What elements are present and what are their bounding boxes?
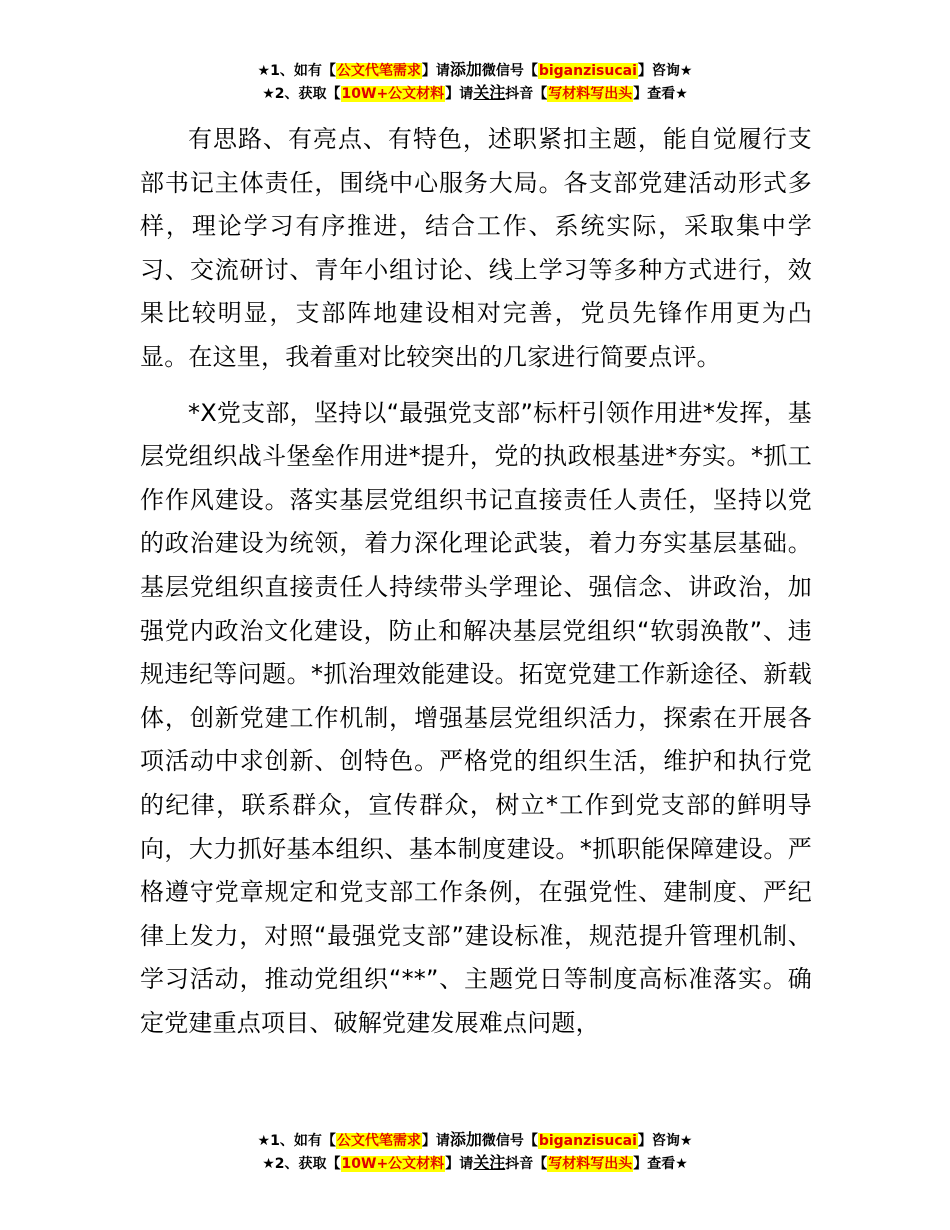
bracket: 【 [321,1133,336,1149]
banner-line-1 [0,1129,950,1152]
star-icon: ★ [257,63,271,79]
highlight-wechat-id: biganzisucai [538,1133,637,1149]
banner-text: 1、如有 [270,63,322,79]
banner-emphasis: 关注 [473,83,506,102]
bracket: 】 [637,1133,652,1149]
star-icon: ★ [675,1156,688,1172]
banner-text: 2、获取 [274,86,327,102]
bracket: 】 [637,63,652,79]
banner-text: 请 [435,1133,450,1149]
bracket: 【 [523,1133,538,1149]
banner-text: 微信号 [481,63,524,79]
footer-banner [0,1129,950,1175]
star-icon: ★ [675,86,688,102]
banner-text: 咨询 [651,1133,680,1149]
highlight-service: 公文代笔需求 [336,63,421,79]
banner-text: 查看 [647,1156,676,1172]
highlight-douyin: 写材料写出头 [548,1156,633,1172]
paragraph-1: 有思路、有亮点、有特色，述职紧扣主题，能自觉履行支部书记主体责任，围绕中心服务大局。各支部党建活动形式多样，理论学习有序推进，结合工作、系统实际，采取集中学习、交流研讨、青年小组讨论、线上学习等多种方式进行，效果比较明显，支部阵地建设相对完善，党员先锋作用更为凸显。在这里，我着重对比较突出的几家进行简要点评。 [140,125,812,371]
bracket: 】 [421,1133,436,1149]
star-icon: ★ [679,1133,693,1149]
banner-text: 请 [459,1156,474,1172]
banner-text: 请 [459,86,474,102]
bracket: 【 [523,63,538,79]
banner-text: 2、获取 [274,1156,327,1172]
star-icon: ★ [257,1133,271,1149]
banner-text: 微信号 [481,1133,524,1149]
bracket: 【 [533,1156,548,1172]
banner-line-2 [0,1152,950,1175]
banner-text: 请 [435,63,450,79]
banner-line-1 [0,59,950,82]
highlight-materials: 10W+公文材料 [341,1156,445,1172]
header-banner [0,59,950,105]
banner-text: 抖音 [505,86,534,102]
bracket: 】 [633,1156,648,1172]
bracket: 【 [326,1156,341,1172]
bracket: 【 [321,63,336,79]
document-body [140,118,812,1045]
bracket: 【 [533,86,548,102]
highlight-douyin: 写材料写出头 [548,86,633,102]
banner-text: 咨询 [651,63,680,79]
bracket: 【 [326,86,341,102]
banner-line-2 [0,82,950,105]
highlight-service: 公文代笔需求 [336,1133,421,1149]
bracket: 】 [445,1156,460,1172]
star-icon: ★ [262,86,275,102]
highlight-wechat-id: biganzisucai [538,63,637,79]
paragraph-2: *X党支部，坚持以“最强党支部”标杆引领作用进*发挥，基层党组织战斗堡垒作用进*提升，党的执政根基进*夯实。*抓工作作风建设。落实基层党组织书记直接责任人责任，坚持以党的政治建设为统领，着力深化理论武装，着力夯实基层基础。基层党组织直接责任人持续带头学理论、强信念、讲政治，加强党内政治文化建设，防止和解决基层党组织“软弱涣散”、违规违纪等问题。*抓治理效能建设。拓宽党建工作新途径、新载体，创新党建工作机制，增强基层党组织活力，探索在开展各项活动中求创新、创特色。严格党的组织生活，维护和执行党的纪律，联系群众，宣传群众，树立*工作到党支部的鲜明导向，大力抓好基本组织、基本制度建设。*抓职能保障建设。严格遵守党章规定和党支部工作条例，在强党性、建制度、严纪律上发力，对照“最强党支部”建设标准，规范提升管理机制、学习活动，推动党组织“**”、主题党日等制度高标准落实。确定党建重点项目、破解党建发展难点问题， [140,398,812,1037]
highlight-materials: 10W+公文材料 [341,86,445,102]
bracket: 】 [633,86,648,102]
banner-emphasis: 关注 [473,1153,506,1172]
banner-text: 1、如有 [270,1133,322,1149]
bracket: 】 [445,86,460,102]
star-icon: ★ [262,1156,275,1172]
bracket: 】 [421,63,436,79]
banner-text: 查看 [647,86,676,102]
star-icon: ★ [679,63,693,79]
banner-emphasis: 添加 [449,1130,482,1149]
banner-emphasis: 添加 [449,60,482,79]
banner-text: 抖音 [505,1156,534,1172]
